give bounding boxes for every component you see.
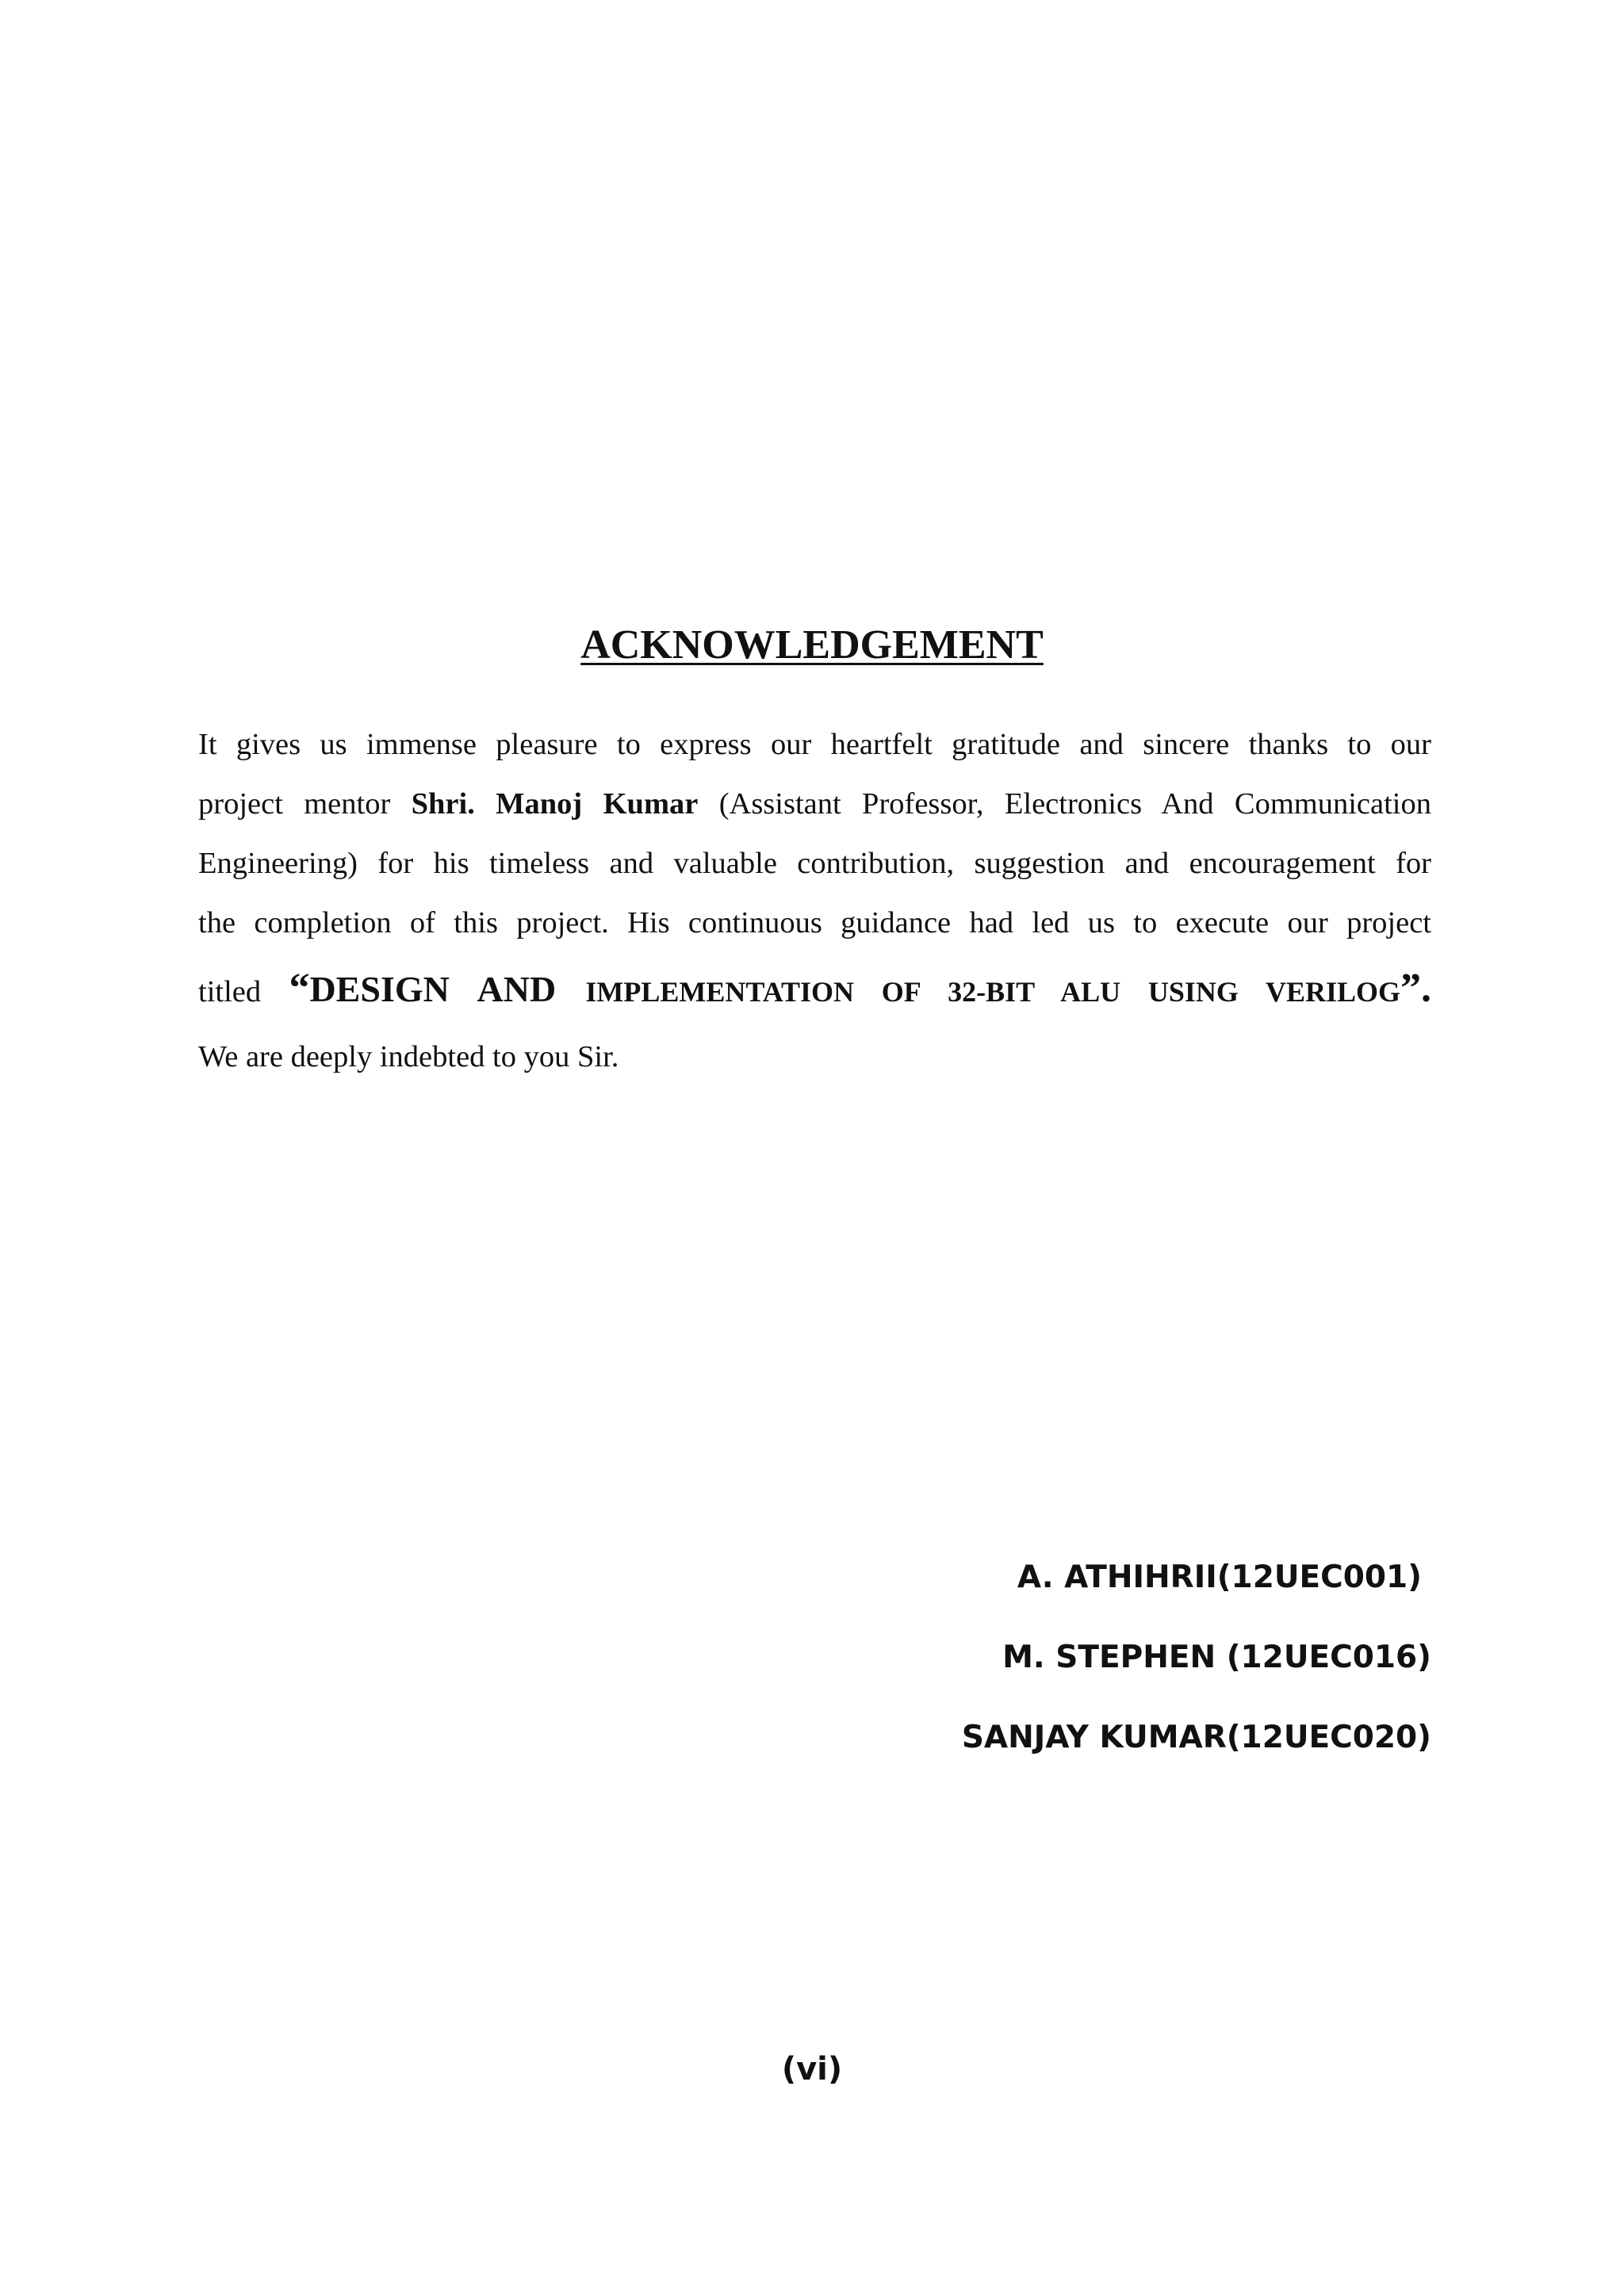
page-number: (vi) (781, 2051, 843, 2087)
mentor-name: Shri. Manoj Kumar (411, 787, 699, 821)
acknowledgement-paragraph (198, 715, 1431, 1087)
heading-text: ACKNOWLEDGEMENT (580, 622, 1044, 668)
signature-block (962, 1554, 1431, 1794)
paragraph-line-2 (198, 775, 1431, 834)
signature-2: M. STEPHEN (12UEC016) (1002, 1640, 1431, 1675)
paragraph-line-4: the completion of this project. His continuous guidance had led us to execute our project (198, 906, 1431, 939)
paragraph-line-3: Engineering) for his timeless and valuable contribution, suggestion and encouragement for (198, 847, 1431, 880)
signature-3: SANJAY KUMAR(12UEC020) (961, 1720, 1431, 1755)
paragraph-line-5 (198, 953, 1431, 1027)
title-open-quote: “ (289, 966, 310, 1011)
project-title-large: DESIGN AND (309, 969, 586, 1009)
title-close-quote: ”. (1400, 966, 1431, 1011)
signature-1: A. ATHIHRII(12UEC001) (1017, 1559, 1422, 1595)
paragraph-line-1: It gives us immense pleasure to express our heartfelt gratitude and sincere thanks to our (198, 728, 1431, 761)
paragraph-line-2-end: (Assistant Professor, Electronics And Communication (698, 787, 1431, 821)
titled-prefix: titled (198, 975, 289, 1008)
paragraph-line-2-start: project mentor (198, 787, 412, 821)
project-title-small: IMPLEMENTATION OF 32-BIT ALU USING VERILOG (585, 976, 1400, 1008)
page-heading (0, 620, 1624, 671)
paragraph-line-6: We are deeply indebted to you Sir. (198, 1040, 619, 1073)
